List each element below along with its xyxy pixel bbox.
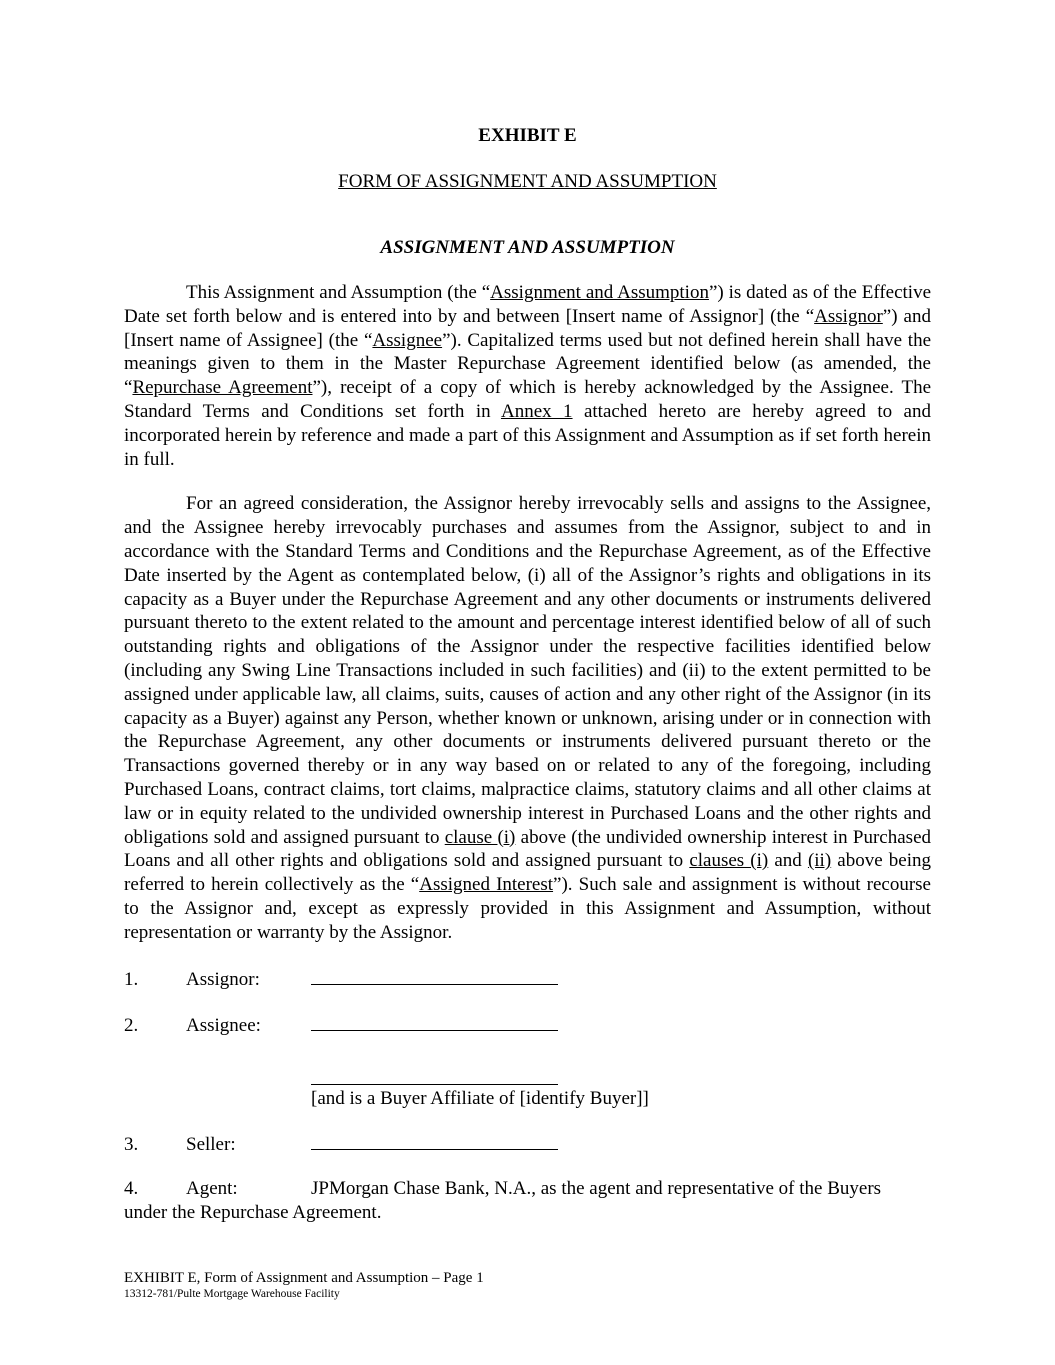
agent-value: JPMorgan Chase Bank, N.A., as the agent and representative of the Buyers <box>311 1177 882 1199</box>
agent-value-continued: under the Repurchase Agreement. <box>124 1201 382 1223</box>
clause-reference: (ii) <box>807 850 832 872</box>
numbered-items <box>124 966 931 1225</box>
assignee-item: 2. Assignee: <box>124 1012 931 1038</box>
assignor-blank-line <box>311 966 558 985</box>
clause-reference: clause (i) <box>444 826 516 848</box>
assignee-second-blank-line <box>311 1066 558 1085</box>
annex-reference: Annex 1 <box>500 400 573 422</box>
seller-item: 3. Seller: <box>124 1131 931 1157</box>
footer-doc-id: 13312-781/Pulte Mortgage Warehouse Facility <box>124 1288 340 1300</box>
seller-blank-line <box>311 1131 558 1150</box>
consideration-paragraph: For an agreed consideration, the Assignor hereby irrevocably sells and assigns to the Assignee, and the Assignee hereby irrevocably purchases and assumes from the Assignor, subject to and in accordance with the Standard Terms and Conditions and the Repurchase Agreement, as of the Effective Date inserted by the Agent as contemplated below, (i) all of the Assignor’s rights and obligations in its capacity as a Buyer under the Repurchase Agreement and any other documents or instruments delivered pursuant thereto to the extent related to the amount and percentage interest identified below of all of such outstanding rights and obligations of the Assignor under the respective facilities identified below (including any Swing Line Transactions included in such facilities) and (ii) to the extent permitted to be assigned under applicable law, all claims, suits, causes of action and any other right of the Assignor (in its capacity as a Buyer) against any Person, whether known or unknown, arising under or in connection with the Repurchase Agreement, any other documents or instruments delivered pursuant thereto or the Transactions governed thereby or in any way based on or related to any of the foregoing, including Purchased Loans, contract claims, tort claims, malpractice claims, statutory claims and all other claims at law or in equity related to the undivided ownership interest in Purchased Loans and the other rights and obligations sold and assigned pursuant to clause (i) above (the undivided ownership interest in Purchased Loans and all other rights and obligations sold and assigned pursuant to clauses (i) and (ii) above being referred to herein collectively as the “Assigned Interest”). Such sale and assignment is without recourse to the Assignor and, except as expressly provided in this Assignment and Assumption, without representation or warranty by the Assignor. <box>124 493 932 943</box>
form-subtitle: FORM OF ASSIGNMENT AND ASSUMPTION <box>338 171 717 192</box>
assignee-blank-line <box>311 1012 558 1031</box>
intro-paragraph: This Assignment and Assumption (the “Assignment and Assumption”) is dated as of the Effective Date set forth below and is entered into by and between [Insert name of Assignor] (the “Assignor”) and [Insert name of Assignee] (the “Assignee”). Capitalized terms used but not defined herein shall have the meanings given to them in the Master Repurchase Agreement identified below (as amended, the “Repurchase Agreement”), receipt of a copy of which is hereby acknowledged by the Assignee. The Standard Terms and Conditions set forth in Annex 1 attached hereto are hereby agreed to and incorporated herein by reference and made a part of this Assignment and Assumption as if set forth herein in full. <box>124 282 932 470</box>
defined-term: Assigned Interest <box>419 874 554 896</box>
defined-term: Assignment and Assumption <box>490 282 709 303</box>
section-heading: ASSIGNMENT AND ASSUMPTION <box>380 237 675 258</box>
clause-reference: clauses (i) <box>689 850 769 872</box>
buyer-affiliate-note: [and is a Buyer Affiliate of [identify Buyer]] <box>311 1087 649 1109</box>
defined-term: Assignor <box>814 305 883 327</box>
footer-page-label: EXHIBIT E, Form of Assignment and Assumption – Page 1 <box>124 1270 484 1286</box>
assignor-item: 1. Assignor: <box>124 966 931 992</box>
agent-item: 4. Agent: JPMorgan Chase Bank, N.A., as the agent and representative of the Buyers <box>124 1177 931 1201</box>
page-footer <box>124 1269 484 1302</box>
exhibit-title: EXHIBIT E <box>478 125 577 146</box>
defined-term: Assignee <box>372 329 443 351</box>
defined-term: Repurchase Agreement <box>132 377 313 399</box>
document-page <box>124 124 931 1225</box>
